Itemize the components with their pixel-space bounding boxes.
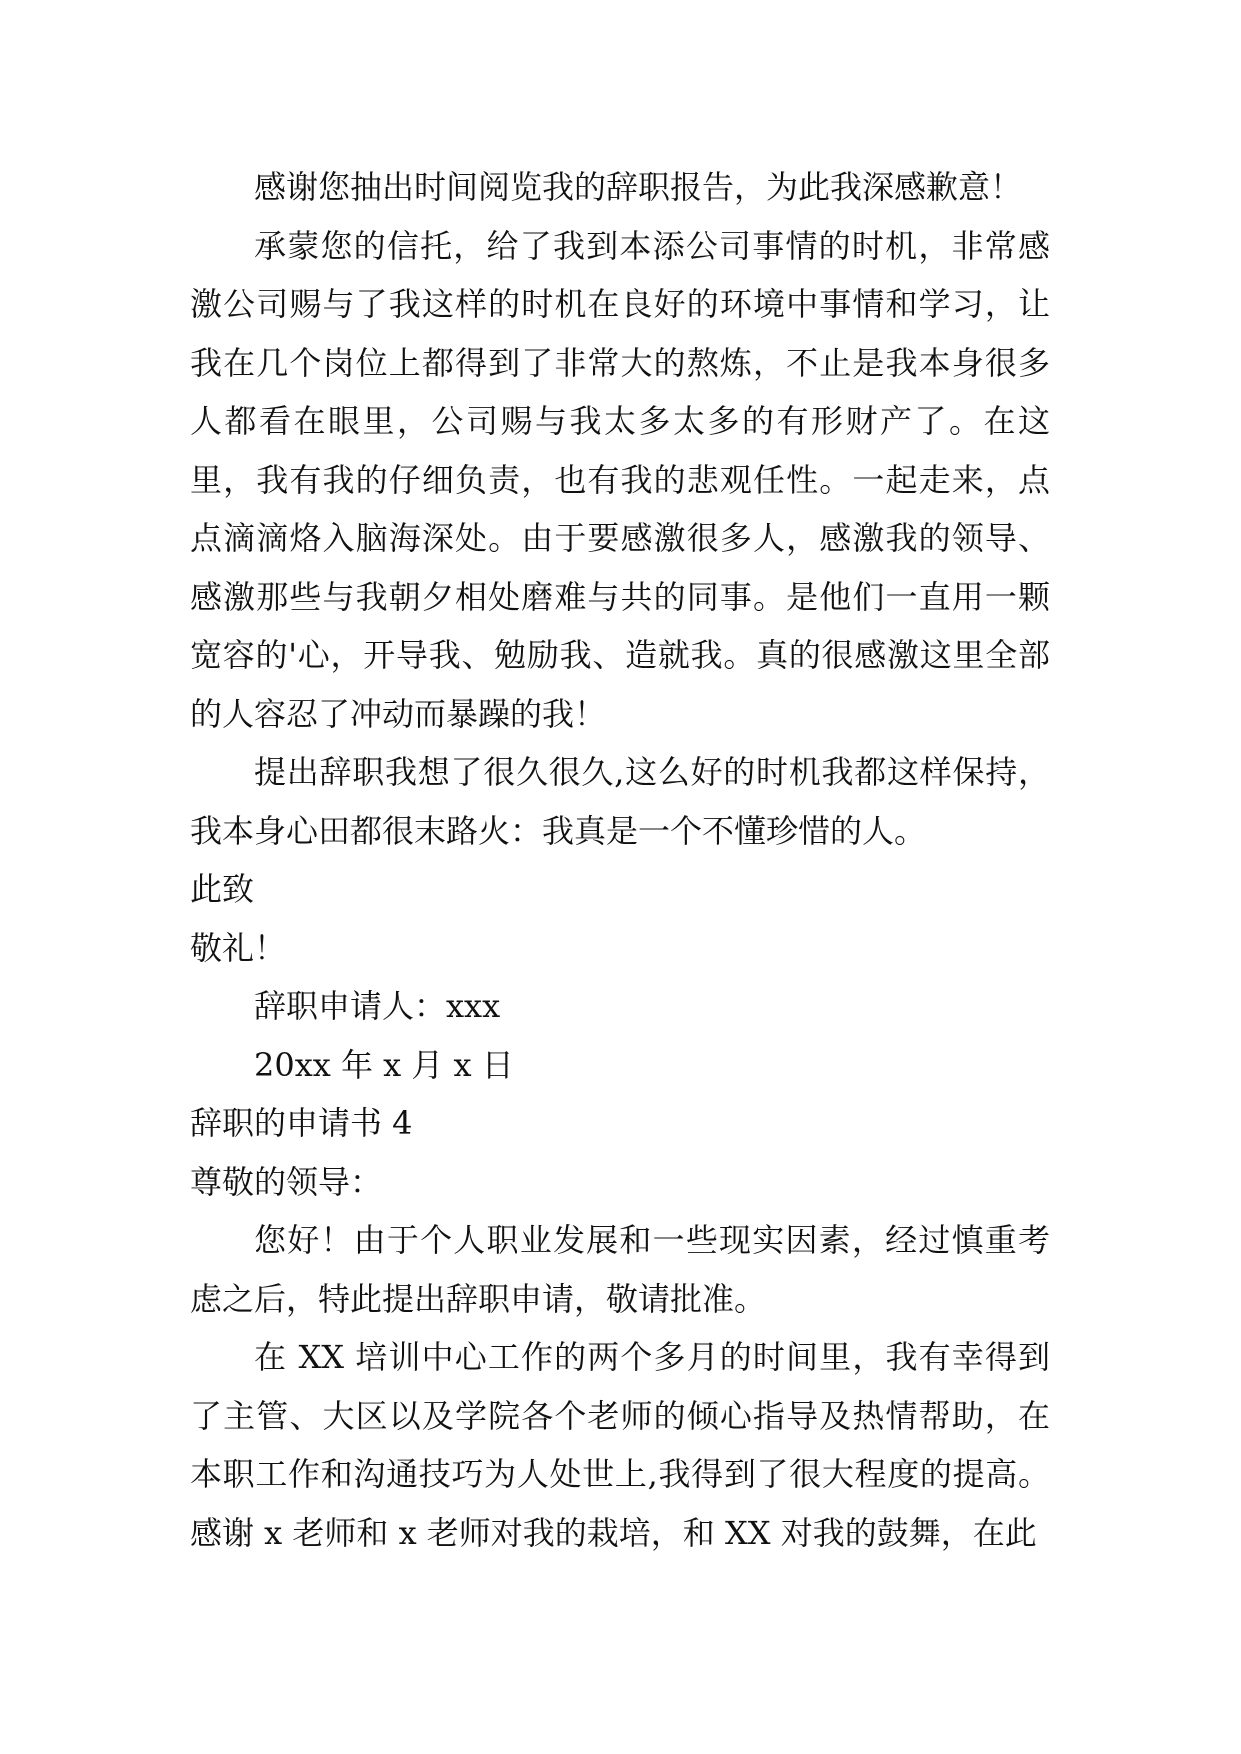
document-body: [190, 158, 1050, 1562]
paragraph-thanks: 在 XX 培训中心工作的两个多月的时间里，我有幸得到了主管、大区以及学院各个老师的倾心指导及热情帮助，在本职工作和沟通技巧为人处世上,我得到了很大程度的提高。感谢 x 老师和 x 老师对我的栽培，和 XX 对我的鼓舞，在此: [190, 1338, 1050, 1552]
closing-salutation: 此致: [190, 870, 255, 908]
closing-regards: 敬礼！: [190, 928, 287, 967]
paragraph-gratitude: 承蒙您的信托，给了我到本添公司事情的时机，非常感激公司赐与了我这样的时机在良好的环境中事情和学习，让我在几个岗位上都得到了非常大的熬炼，不止是我本身很多人都看在眼里，公司赐与我太多太多的有形财产了。在这里，我有我的仔细负责，也有我的悲观任性。一起走来，点点滴滴烙入脑海深处。由于要感激很多人，感激我的领导、感激那些与我朝夕相处磨难与共的同事。是他们一直用一颗宽容的'心，开导我、勉励我、造就我。真的很感激这里全部的人容忍了冲动而暴躁的我！: [190, 226, 1050, 733]
paragraph-request: 您好！由于个人职业发展和一些现实因素，经过慎重考虑之后，特此提出辞职申请，敬请批准。: [190, 1221, 1050, 1318]
section-heading: 辞职的申请书 4: [190, 1104, 413, 1142]
letter-greeting: 尊敬的领导：: [190, 1162, 383, 1201]
signature-date: 20xx 年 x 月 x 日: [254, 1045, 514, 1084]
paragraph-apology: 感谢您抽出时间阅览我的辞职报告，为此我深感歉意！: [254, 168, 1023, 206]
signature-applicant: 辞职申请人：xxx: [254, 987, 501, 1025]
paragraph-resignation-reason: 提出辞职我想了很久很久,这么好的时机我都这样保持，我本身心田都很末路火：我真是一个不懂珍惜的人。: [190, 753, 1050, 850]
